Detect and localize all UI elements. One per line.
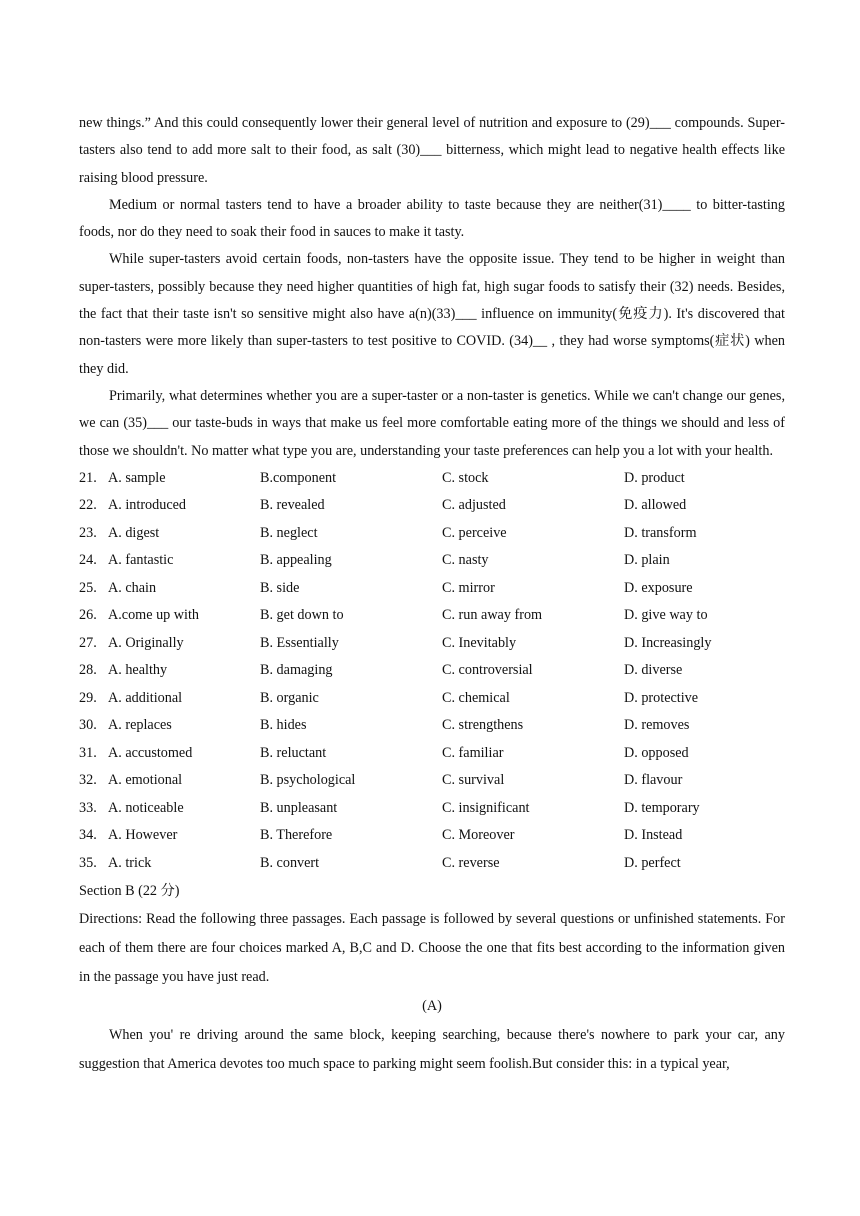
paragraph-medium-tasters: Medium or normal tasters tend to have a broader ability to taste because they are neither(31)____ to bitter-tasting foods, nor do they need to soak their food in sauces to make it tasty. bbox=[79, 196, 785, 241]
option-c: C. mirror bbox=[442, 579, 495, 596]
option-c: C. insignificant bbox=[442, 799, 530, 816]
option-c: C. Inevitably bbox=[442, 634, 517, 651]
paragraph-non-tasters: While super-tasters avoid certain foods, non-tasters have the opposite issue. They tend to be higher in weight than super-tasters, possibly because they need higher quantities of high fat, high sugar foods to satisfy their (32) needs. Besides, the fact that their taste isn't so sensitive might also have a(n)(33)___ influence on immunity(免疫力). It's discovered that non-tasters were more likely than super-tasters to test positive to COVID. (34)__ , they had worse symptoms(症状) when they did. bbox=[79, 251, 785, 377]
option-b: B. psychological bbox=[260, 772, 356, 789]
option-a: A. trick bbox=[108, 854, 152, 871]
question-number: 33. bbox=[79, 799, 97, 816]
option-d: D. temporary bbox=[624, 799, 700, 816]
option-b: B. revealed bbox=[260, 497, 325, 514]
option-d: D. plain bbox=[624, 552, 670, 569]
option-d: D. Instead bbox=[624, 827, 683, 844]
option-row bbox=[79, 492, 785, 520]
section-b-directions: Directions: Read the following three passages. Each passage is followed by several questions or unfinished statements. For each of them there are four choices marked A, B,C and D. Choose the one that fits best according to the information given in the passage you have just read. bbox=[79, 911, 785, 986]
option-a: A. additional bbox=[108, 689, 183, 706]
option-b: B. Essentially bbox=[260, 634, 339, 651]
option-d: D. diverse bbox=[624, 662, 683, 679]
question-number: 23. bbox=[79, 524, 97, 541]
option-b: B. unpleasant bbox=[260, 799, 338, 816]
option-d: D. flavour bbox=[624, 772, 683, 789]
option-c: C. nasty bbox=[442, 552, 489, 569]
option-c: C. strengthens bbox=[442, 717, 524, 734]
option-b: B. Therefore bbox=[260, 827, 333, 844]
passage-label: (A) bbox=[422, 998, 442, 1015]
option-row bbox=[79, 850, 785, 878]
question-number: 28. bbox=[79, 662, 97, 679]
option-a: A. fantastic bbox=[108, 552, 174, 569]
option-c: C. reverse bbox=[442, 854, 500, 871]
option-row bbox=[79, 602, 785, 630]
option-c: C. survival bbox=[442, 772, 505, 789]
option-b: B. organic bbox=[260, 689, 319, 706]
option-c: C. Moreover bbox=[442, 827, 515, 844]
option-row bbox=[79, 465, 785, 493]
option-c: C. controversial bbox=[442, 662, 533, 679]
option-c: C. chemical bbox=[442, 689, 510, 706]
option-d: D. perfect bbox=[624, 854, 681, 871]
option-d: D. exposure bbox=[624, 579, 693, 596]
option-d: D. give way to bbox=[624, 607, 708, 624]
question-number: 32. bbox=[79, 772, 97, 789]
paragraph-genetics: Primarily, what determines whether you are a super-taster or a non-taster is genetics. While we can't change our genes, we can (35)___ our taste-buds in ways that make us feel more comfortable eating more of the things we should and less of those we shouldn't. No matter what type you are, understanding your taste preferences can help you a lot with your health. bbox=[79, 387, 785, 459]
option-d: D. removes bbox=[624, 717, 690, 734]
option-c: C. stock bbox=[442, 469, 489, 486]
question-number: 21. bbox=[79, 469, 97, 486]
option-a: A. introduced bbox=[108, 497, 187, 514]
option-b: B. neglect bbox=[260, 524, 318, 541]
option-a: A. healthy bbox=[108, 662, 168, 679]
question-number: 24. bbox=[79, 552, 97, 569]
question-number: 22. bbox=[79, 497, 97, 514]
option-row bbox=[79, 767, 785, 795]
option-d: D. allowed bbox=[624, 497, 687, 514]
passage-a-text: When you' re driving around the same block, keeping searching, because there's nowhere to park your car, any suggestion that America devotes too much space to parking might seem foolish.But consider this: in a typical year, bbox=[79, 1027, 785, 1073]
option-d: D. opposed bbox=[624, 744, 689, 761]
question-number: 35. bbox=[79, 854, 97, 871]
option-row bbox=[79, 575, 785, 603]
option-a: A. emotional bbox=[108, 772, 183, 789]
document-page bbox=[79, 110, 785, 1079]
option-row bbox=[79, 822, 785, 850]
option-a: A. However bbox=[108, 827, 178, 844]
question-number: 34. bbox=[79, 827, 97, 844]
option-d: D. protective bbox=[624, 689, 699, 706]
option-row bbox=[79, 657, 785, 685]
option-b: B. hides bbox=[260, 717, 307, 734]
option-a: A. sample bbox=[108, 469, 166, 486]
option-b: B. appealing bbox=[260, 552, 332, 569]
option-c: C. adjusted bbox=[442, 497, 506, 514]
option-b: B. damaging bbox=[260, 662, 333, 679]
option-b: B.component bbox=[260, 469, 337, 486]
option-c: C. run away from bbox=[442, 607, 543, 624]
option-a: A.come up with bbox=[108, 607, 200, 624]
option-a: A. Originally bbox=[108, 634, 184, 651]
option-row bbox=[79, 712, 785, 740]
question-number: 27. bbox=[79, 634, 97, 651]
option-d: D. transform bbox=[624, 524, 697, 541]
option-row bbox=[79, 520, 785, 548]
answer-options-list bbox=[79, 465, 785, 878]
option-a: A. replaces bbox=[108, 717, 172, 734]
option-row bbox=[79, 795, 785, 823]
option-c: C. familiar bbox=[442, 744, 504, 761]
option-b: B. get down to bbox=[260, 607, 344, 624]
question-number: 29. bbox=[79, 689, 97, 706]
paragraph-continuation: new things.” And this could consequently lower their general level of nutrition and exposure to (29)___ compounds. Super-tasters also tend to add more salt to their food, as salt (30)___ bitterness, which might lead to negative health effects like raising blood pressure. bbox=[79, 115, 785, 186]
option-b: B. reluctant bbox=[260, 744, 327, 761]
question-number: 25. bbox=[79, 579, 97, 596]
option-d: D. product bbox=[624, 469, 685, 486]
question-number: 26. bbox=[79, 607, 97, 624]
option-a: A. noticeable bbox=[108, 799, 184, 816]
option-row bbox=[79, 630, 785, 658]
option-c: C. perceive bbox=[442, 524, 507, 541]
option-row bbox=[79, 740, 785, 768]
option-row bbox=[79, 685, 785, 713]
option-a: A. digest bbox=[108, 524, 160, 541]
question-number: 31. bbox=[79, 744, 97, 761]
section-b-heading: Section B (22 分) bbox=[79, 883, 180, 900]
option-row bbox=[79, 547, 785, 575]
option-a: A. chain bbox=[108, 579, 157, 596]
question-number: 30. bbox=[79, 717, 97, 734]
option-b: B. side bbox=[260, 579, 300, 596]
option-d: D. Increasingly bbox=[624, 634, 712, 651]
option-b: B. convert bbox=[260, 854, 320, 871]
option-a: A. accustomed bbox=[108, 744, 193, 761]
